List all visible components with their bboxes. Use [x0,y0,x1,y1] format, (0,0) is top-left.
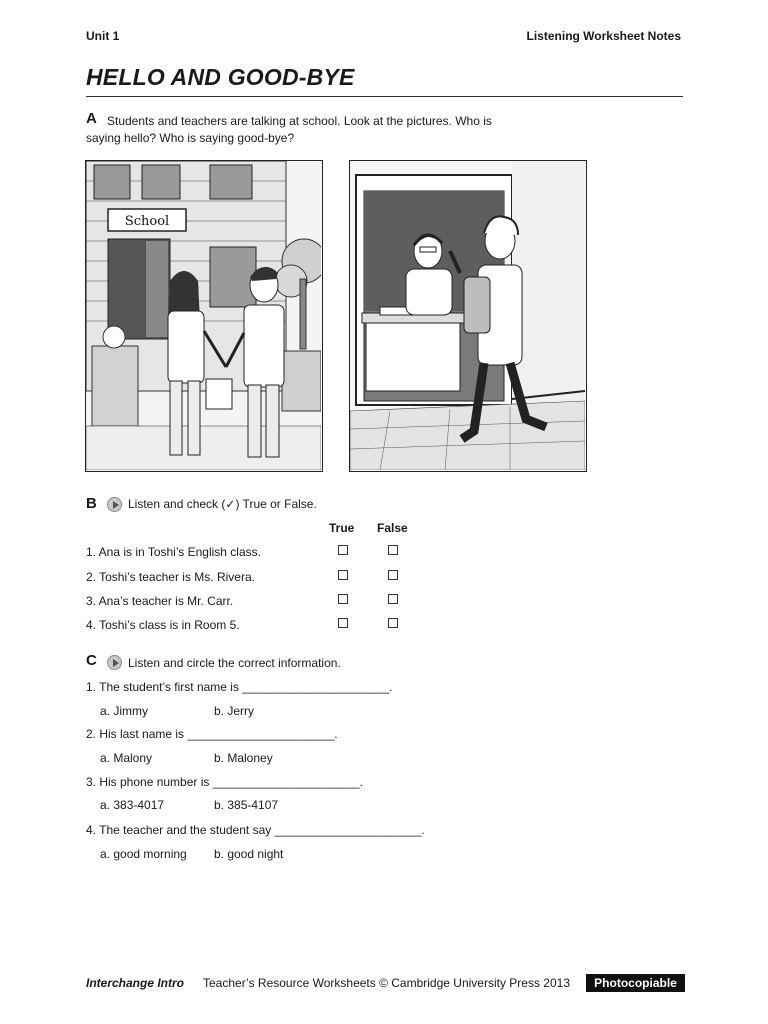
false-checkbox[interactable] [388,570,398,580]
column-false-header: False [377,521,408,535]
question: 2. His last name is ______________________. [86,727,338,741]
page-title: HELLO AND GOOD-BYE [86,64,355,90]
section-a-instruction-line1: Students and teachers are talking at school. Look at the pictures. Who is [107,114,492,128]
option-a[interactable]: a. good morning [100,847,187,861]
option-b[interactable]: b. Maloney [214,751,273,765]
classroom-goodbye-drawing [350,161,585,470]
false-checkbox[interactable] [388,594,398,604]
photocopiable-badge: Photocopiable [586,974,685,992]
false-checkbox[interactable] [388,545,398,555]
section-b-instruction: Listen and check (✓) True or False. [128,497,317,511]
audio-play-icon[interactable] [107,654,122,672]
false-checkbox[interactable] [388,618,398,628]
true-false-item: 4. Toshi’s class is in Room 5. [86,618,240,632]
column-true-header: True [329,521,355,535]
worksheet-notes-label: Listening Worksheet Notes [526,29,681,43]
true-checkbox[interactable] [338,570,348,580]
school-sign-text: School [124,214,170,229]
section-a-letter: A [86,110,97,127]
school-greeting-drawing [86,161,321,470]
true-checkbox[interactable] [338,594,348,604]
option-b[interactable]: b. Jerry [214,704,255,718]
true-false-item: 2. Toshi’s teacher is Ms. Rivera. [86,570,255,584]
option-a[interactable]: a. 383-4017 [100,798,165,812]
section-c-instruction: Listen and circle the correct information. [128,656,341,670]
section-a-instruction-line2: saying hello? Who is saying good-bye? [86,131,295,145]
option-a[interactable]: a. Malony [100,751,153,765]
footer-credit: Teacher’s Resource Worksheets © Cambridge University Press 2013 [203,976,570,990]
illustration-hello [85,160,323,472]
question: 3. His phone number is ______________________. [86,775,363,789]
section-c-letter: C [86,652,97,669]
option-a[interactable]: a. Jimmy [100,704,148,718]
true-false-item: 1. Ana is in Toshi’s English class. [86,545,261,559]
audio-play-icon[interactable] [107,496,122,514]
illustration-goodbye [349,160,587,472]
unit-label: Unit 1 [86,29,120,43]
section-b-letter: B [86,495,97,512]
question: 1. The student’s first name is ______________________. [86,680,393,694]
option-b[interactable]: b. 385-4107 [214,798,279,812]
footer-book-title: Interchange Intro [86,976,185,990]
true-false-item: 3. Ana’s teacher is Mr. Carr. [86,594,234,608]
true-checkbox[interactable] [338,618,348,628]
question: 4. The teacher and the student say ______________________. [86,823,425,837]
option-b[interactable]: b. good night [214,847,284,861]
title-divider [86,96,683,97]
true-checkbox[interactable] [338,545,348,555]
